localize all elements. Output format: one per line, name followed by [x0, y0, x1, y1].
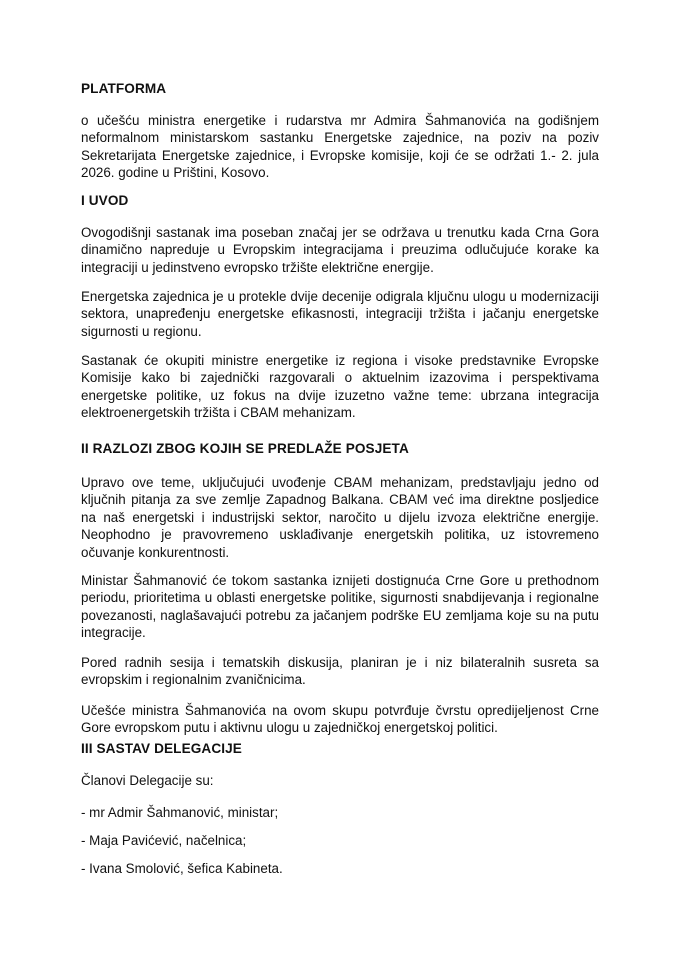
intro-paragraph: o učešću ministra energetike i rudarstva mr Admira Šahmanovića na godišnjem neformalnom ministarskom sastanku Energetske zajednice, na poziv na poziv Sekretarijata Energetske zajednice, i Evropske komisije, koji će se održati 1.- 2. jula 2026. godine u Prištini, Kosovo. [81, 113, 599, 181]
delegation-member: - mr Admir Šahmanović, ministar; [81, 805, 279, 820]
delegacija-lead: Članovi Delegacije su: [81, 773, 214, 788]
uvod-paragraph-2: Energetska zajednica je u protekle dvije decenije odigrala ključnu ulogu u modernizaciji sektora, unapređenju energetske efikasnosti, integraciji tržišta i jačanju energetske sigurnosti u regionu. [81, 289, 599, 339]
razlozi-paragraph-2: Ministar Šahmanović će tokom sastanka iznijeti dostignuća Crne Gore u prethodnom periodu, prioritetima u oblasti energetske politike, sigurnosti snabdijevanja i regionalne povezanosti, naglašavajući potrebu za jačanjem podrške EU zemljama koje su na putu integracije. [81, 573, 599, 641]
razlozi-paragraph-3: Pored radnih sesija i tematskih diskusija, planiran je i niz bilateralnih susreta sa evropskim i regionalnim zvaničnicima. [81, 655, 599, 688]
razlozi-paragraph-1: Upravo ove teme, uključujući uvođenje CBAM mehanizam, predstavljaju jedno od ključnih pitanja za sve zemlje Zapadnog Balkana. CBAM već ima direktne posljedice na naš energetski i industrijski sektor, naročito u dijelu izvoza električne energije. Neophodno je pravovremeno usklađivanje energetskih politika, uz istovremeno očuvanje konkurentnosti. [81, 475, 599, 560]
razlozi-paragraph-4: Učešće ministra Šahmanovića na ovom skupu potvrđuje čvrstu opredijeljenost Crne Gore evropskom putu i aktivnu ulogu u zajedničkoj energetskoj politici. [81, 703, 599, 736]
document-title: PLATFORMA [81, 81, 167, 96]
uvod-paragraph-1: Ovogodišnji sastanak ima poseban značaj jer se održava u trenutku kada Crna Gora dinamično napreduje u Evropskim integracijama i preuzima odlučujuće korake ka integraciji u jedinstveno evropsko tržište električne energije. [81, 225, 599, 275]
section-heading-uvod: I UVOD [81, 193, 129, 208]
delegation-member: - Maja Pavićević, načelnica; [81, 833, 247, 848]
section-heading-razlozi: II RAZLOZI ZBOG KOJIH SE PREDLAŽE POSJETA [81, 441, 409, 456]
uvod-paragraph-3: Sastanak će okupiti ministre energetike iz regiona i visoke predstavnike Evropske Komisije kako bi zajednički razgovarali o aktuelnim izazovima i perspektivama energetske politike, uz fokus na dvije izuzetno važne teme: ubrzana integracija elektroenergetskih tržišta i CBAM mehanizam. [81, 353, 599, 421]
delegation-member: - Ivana Smolović, šefica Kabineta. [81, 861, 283, 876]
section-heading-delegacija: III SASTAV DELEGACIJE [81, 741, 242, 756]
